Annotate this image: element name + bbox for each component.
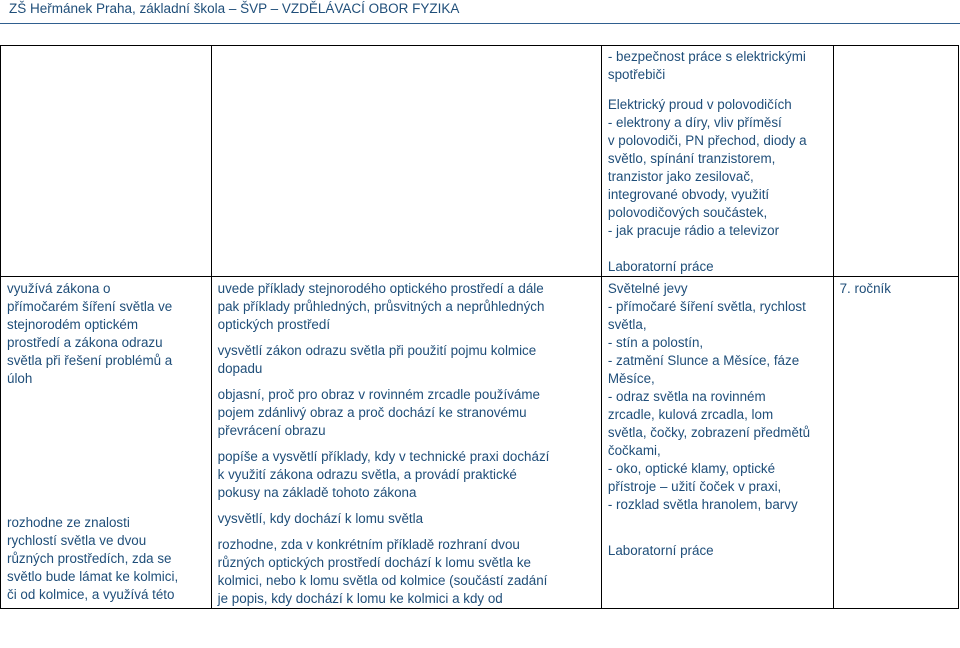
indicator-5: vysvětlí, kdy dochází k lomu světla: [217, 511, 424, 526]
cell-outcomes: [1, 277, 212, 609]
cell-indicators-top: [211, 46, 601, 277]
indicator-2: vysvětlí zákon odrazu světla při použití pojmu kolmice dopadu: [217, 343, 537, 376]
indicator-1: uvede příklady stejnorodého optického prostředí a dále pak příklady průhledných, průsvitných a neprůhledných optických prostředí: [217, 281, 545, 332]
cell-outcomes-top: [1, 46, 212, 277]
outcome-refraction: rozhodne ze znalosti rychlostí světla ve dvou různých prostředích, zda se světlo bude lámat ke kolmici, či od kolmice, a využívá této: [7, 515, 179, 602]
cell-topics: [601, 277, 833, 609]
topic-block-semiconductors: Elektrický proud v polovodičích - elektrony a díry, vliv příměsí v polovodiči, PN přechod, diody a světlo, spínání tranzistorem, tranzistor jako zesilovač, integrované obvody, využití polovodičových součástek, - jak pracuje rádio a televizor: [607, 97, 807, 238]
outcome-reflection: využívá zákona o přímočarém šíření světla ve stejnorodém optickém prostředí a zákona odrazu světla při řešení problémů a úloh: [7, 281, 173, 386]
curriculum-table: [0, 45, 959, 609]
page-header: ZŠ Heřmánek Praha, základní škola – ŠVP – VZDĚLÁVACÍ OBOR FYZIKA: [9, 1, 460, 16]
indicator-3: objasní, proč pro obraz v rovinném zrcadle používáme pojem zdánlivý obraz a proč dochází ke stranovému převrácení obrazu: [217, 387, 540, 438]
header-rule: [0, 23, 960, 24]
cell-grade: [833, 277, 958, 609]
indicator-6: rozhodne, zda v konkrétním příkladě rozhraní dvou různých optických prostředí dochází k lomu světla ke kolmici, nebo k lomu světla od kolmice (součástí zadání je popis, kdy dochází k lomu ke kolmici a kdy od: [217, 537, 548, 606]
table-row: [1, 46, 959, 277]
grade-label: 7. ročník: [839, 281, 891, 296]
cell-grade-top: [833, 46, 958, 277]
cell-topics-top: [601, 46, 833, 277]
topic-block-safety: - bezpečnost práce s elektrickými spotřebiči: [607, 49, 806, 82]
topic-light-phenomena: Světelné jevy - přímočaré šíření světla, rychlost světla, - stín a polostín, - zatmění Slunce a Měsíce, fáze Měsíce, - odraz světla na rovinném zrcadle, kulová zrcadla, lom světla, čočky, zobrazení předmětů čočkami, - oko, optické klamy, optické přístroje – užití čoček v praxi, - rozklad světla hranolem, barvy: [607, 281, 811, 512]
topic-block-lab: Laboratorní práce: [607, 259, 714, 274]
cell-indicators: [211, 277, 601, 609]
indicator-4: popíše a vysvětlí příklady, kdy v technické praxi dochází k využití zákona odrazu světla, a provádí praktické pokusy na základě tohoto zákona: [217, 449, 550, 500]
topic-lab-work: Laboratorní práce: [607, 543, 714, 558]
table-row: [1, 277, 959, 609]
